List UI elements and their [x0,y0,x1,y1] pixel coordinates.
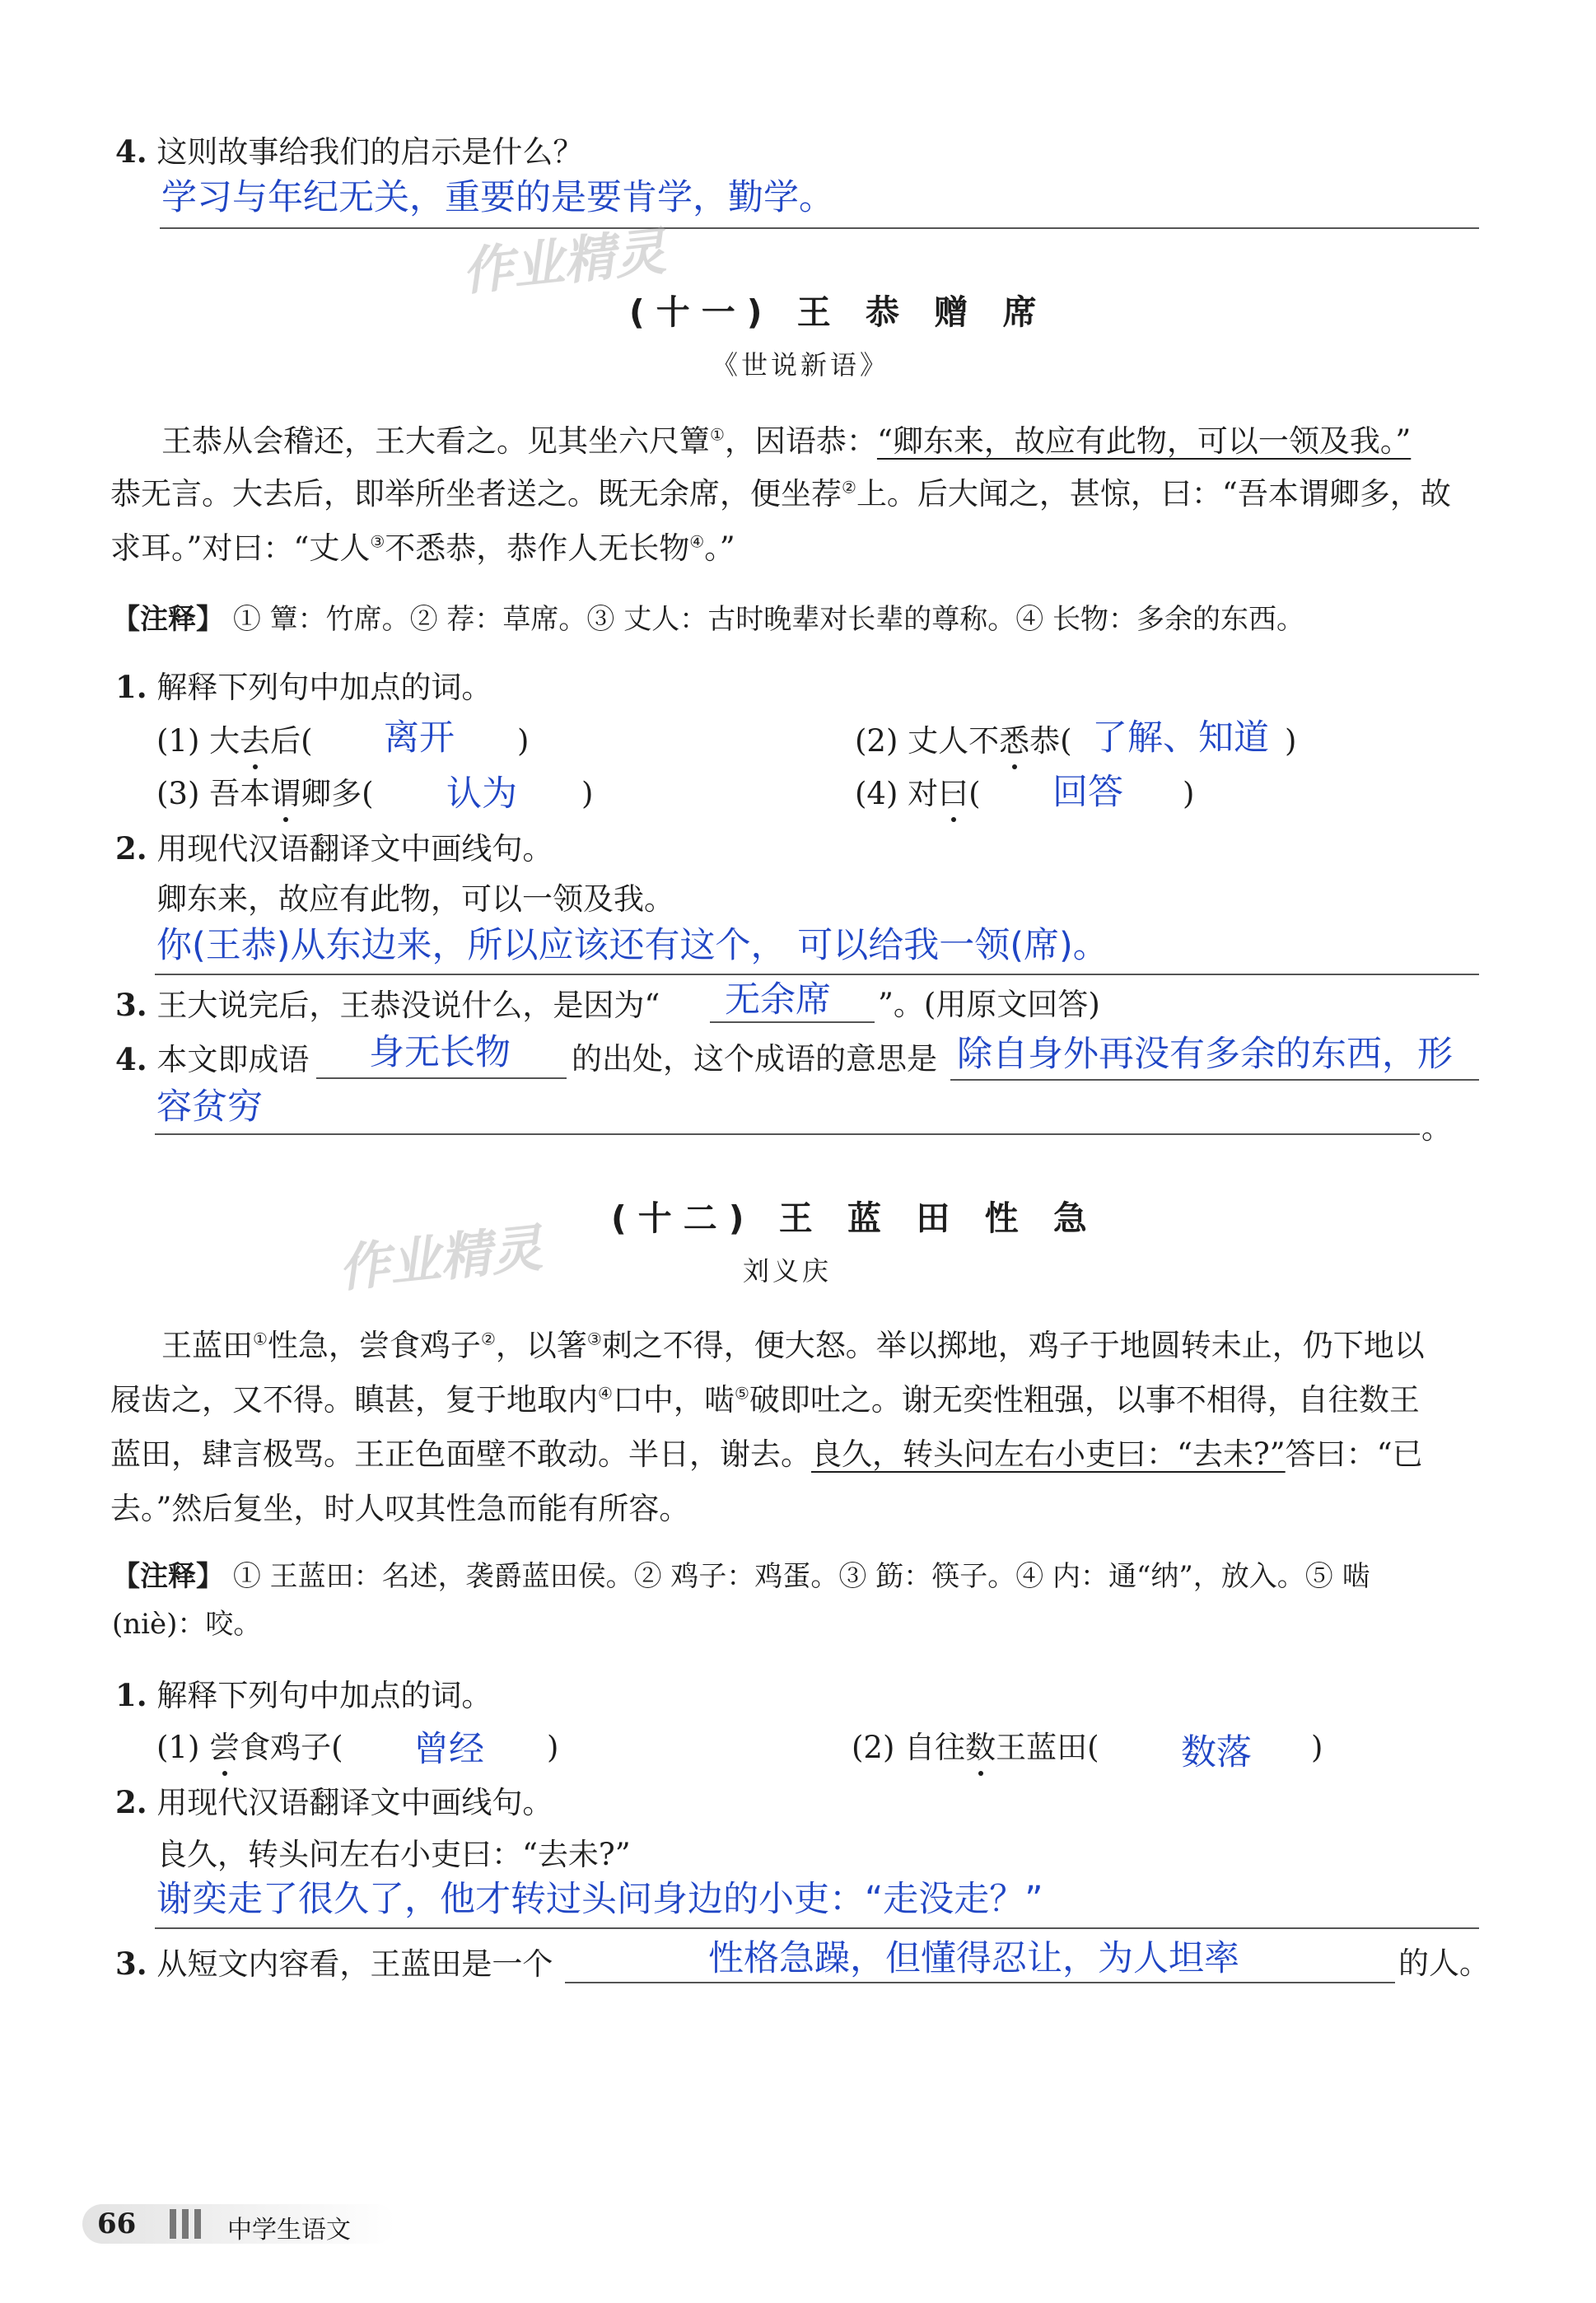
q1-item-1: (1) 尝食鸡子( [156,1728,343,1768]
q2-sentence: 卿东来，故应有此物，可以一领及我。 [156,881,674,917]
q1: 1. 解释下列句中加点的词。 [115,1677,492,1713]
answer: 身无长物 [369,1032,511,1073]
underlined-sentence: “卿东来，故应有此物，可以一领及我。” [876,423,1412,459]
q2: 2. 用现代汉语翻译文中画线句。 [115,1784,553,1820]
answer-line [155,1133,1420,1135]
passage-line: 王恭从会稽还，王大看之。见其坐六尺簟①，因语恭：“卿东来，故应有此物，可以一领及我。” [161,423,1412,459]
answer: 曾经 [413,1729,484,1770]
section-source: 《世说新语》 [712,349,890,381]
answer-line [710,1021,875,1023]
q1-item-1: (1) 大去后( [156,722,313,761]
answer: 谢奕走了很久了，他才转过头问身边的小吏：“走没走？” [156,1879,1043,1920]
q2: 2. 用现代汉语翻译文中画线句。 [115,830,553,867]
answer-line [155,974,1479,975]
footer-label: 中学生语文 [227,2216,351,2245]
notes-body: ① 王蓝田：名述，袭爵蓝田侯。② 鸡子：鸡蛋。③ 筯：筷子。④ 内：通“纳”，放入。⑤ 啮 [232,1560,1370,1593]
answer: 数落 [1181,1732,1252,1773]
watermark: 作业精灵 [459,221,669,302]
q3: 3. 从短文内容看，王蓝田是一个 [115,1946,553,1982]
passage-line: 屐齿之，又不得。瞋甚，复于地取内④口中，啮⑤破即吐之。谢无奕性粗强，以事不相得，自往数王 [110,1382,1420,1418]
question-text: 这则故事给我们的启示是什么？ [156,134,584,170]
q1-item-2: (2) 丈人不悉恭( [855,722,1072,761]
answer-line [565,1982,1395,1983]
passage-line: 恭无言。大去后，即举所坐者送之。既无余席，便坐荐②上。后大闻之，甚惊，曰：“吾本谓卿多，故 [110,476,1451,512]
answer: 无余席 [725,979,831,1021]
q1-item-2: (2) 自往数王蓝田( [852,1728,1099,1768]
answer: 了解、知道 [1092,717,1269,759]
passage-line: 求耳。”对曰：“丈人③不悉恭，恭作人无长物④。” [110,530,735,566]
notes-body: ① 簟：竹席。② 荐：草席。③ 丈人：古时晚辈对长辈的尊称。④ 长物：多余的东西。 [232,603,1305,636]
q1: 1. 解释下列句中加点的词。 [115,669,492,705]
answer: 你(王恭)从东边来，所以应该还有这个， 可以给我一领(席)。 [156,925,1108,966]
underlined-sentence: 良久，转头问左右小吏曰：“去未?” [811,1436,1286,1472]
footer-bars [170,2209,207,2242]
answer-line [155,1927,1479,1929]
section-title: (十一) 王 恭 赠 席 [629,292,1048,332]
answer: 离开 [384,717,455,759]
notes [112,601,1304,638]
section-title: (十二) 王 蓝 田 性 急 [611,1198,1099,1238]
q3: 3. 王大说完后，王恭没说什么，是因为“ [115,987,660,1023]
notes-body-cont: (niè)：咬。 [112,1608,262,1641]
answer-line [316,1077,567,1079]
prev-q4-answer: 学习与年纪无关，重要的是要肯学，勤学。 [161,177,834,218]
page-number: 66 [97,2207,137,2240]
passage-line: 王蓝田①性急，尝食鸡子②，以箸③刺之不得，便大怒。举以掷地，鸡子于地圆转未止，仍下地以 [161,1328,1425,1363]
q1-item-3: (3) 吾本谓卿多( [156,774,374,814]
q1-item-4: (4) 对曰( [855,774,981,814]
notes-heading: 【注释】 [112,603,224,636]
passage-line: 蓝田，肆言极骂。王正色面壁不敢动。半日，谢去。良久，转头问左右小吏曰：“去未?”答曰：“已 [110,1436,1423,1472]
section-author: 刘义庆 [743,1255,833,1287]
answer: 容贫穷 [156,1086,263,1128]
notes [112,1558,1370,1595]
prev-q4 [115,132,583,172]
watermark: 作业精灵 [335,1217,545,1299]
q4: 4. 本文即成语 [115,1041,310,1077]
answer-line [950,1079,1479,1081]
q2-sentence: 良久，转头问左右小吏曰：“去未?” [156,1837,631,1872]
answer: 性格急躁，但懂得忍让，为人坦率 [708,1938,1239,1979]
answer: 除自身外再没有多余的东西，形 [957,1034,1453,1075]
question-number: 4. [115,133,147,170]
notes-heading: 【注释】 [112,1560,224,1593]
passage-line: 去。”然后复坐，时人叹其性急而能有所容。 [110,1491,690,1526]
answer: 认为 [446,773,517,815]
answer-line [160,227,1479,229]
answer: 回答 [1052,772,1123,813]
